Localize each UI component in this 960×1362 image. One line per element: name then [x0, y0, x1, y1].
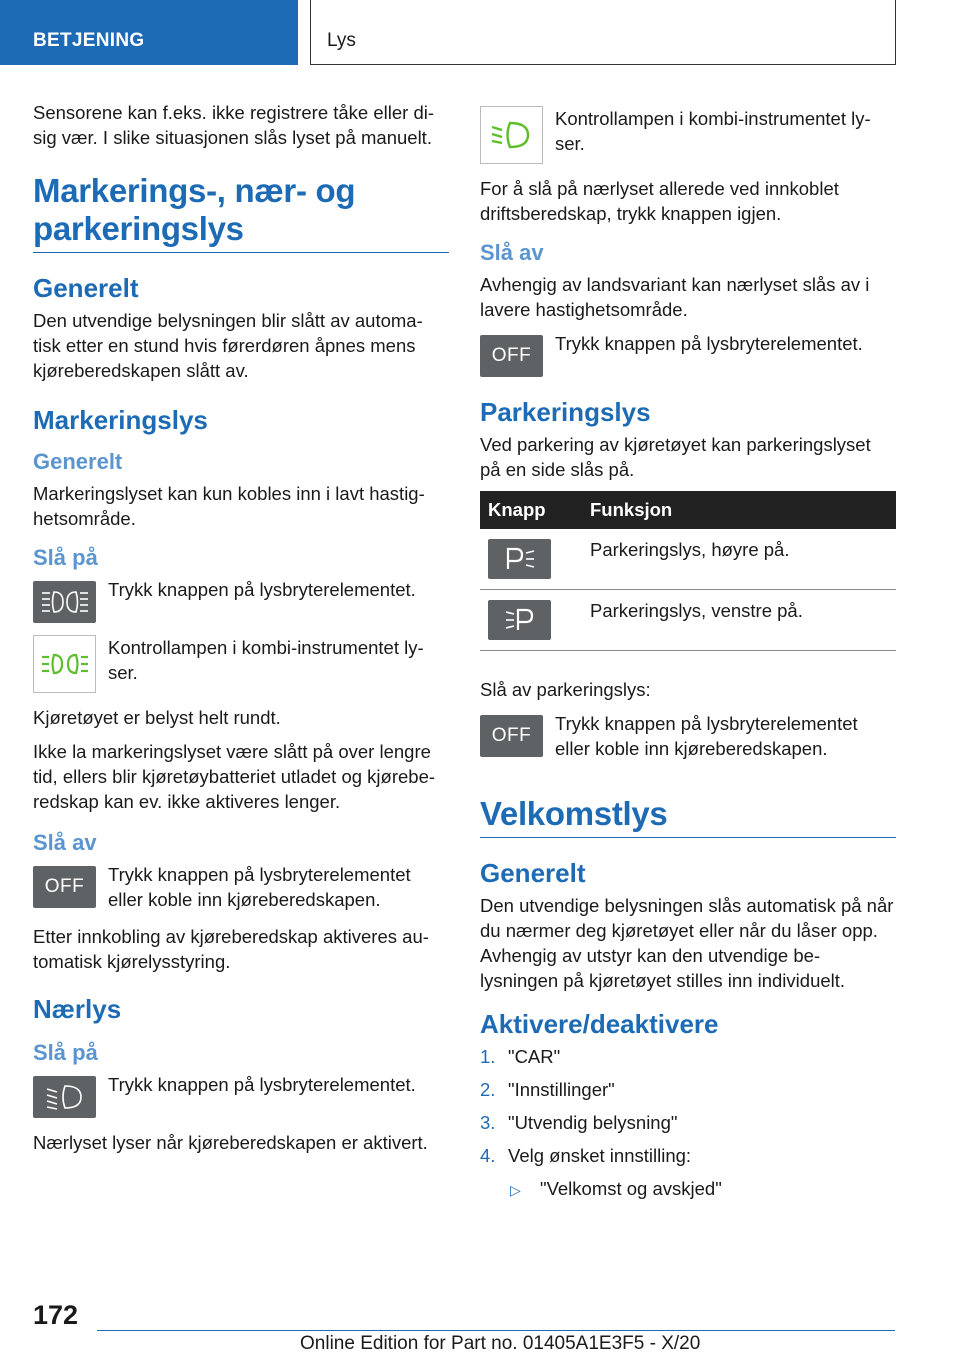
heading-mark-sla-pa: Slå på — [33, 545, 98, 570]
triangle-bullet-icon: ▷ — [510, 1182, 521, 1198]
table-row — [480, 529, 896, 590]
table-row — [480, 590, 896, 651]
footer-divider — [97, 1330, 895, 1331]
heading-velkomstlys: Velkomstlys — [480, 795, 896, 838]
heading-markeringslys: Markeringslys — [33, 405, 208, 435]
heading-naerlys: Nærlys — [33, 994, 122, 1024]
velk-generelt-text: Den utvendige belysningen slås automatisk på når du nærmer deg kjøretøyet eller når du låser opp. Avhengig av utstyr kan den utvendige be-lysningen på kjøretøyet stilles inn individuelt. — [480, 895, 894, 991]
heading-generelt: Generelt — [33, 273, 139, 303]
list-item: 1. "CAR" — [480, 1046, 561, 1067]
list-item: 4. Velg ønsket innstilling: — [480, 1145, 692, 1166]
paragraph-parkering: Ved parkering av kjøretøyet kan parkeringslyset på en side slås på. — [480, 434, 871, 480]
footer-edition: Online Edition for Part no. 01405A1E3F5 - X/20 — [300, 1333, 701, 1354]
table-header-knapp: Knapp — [480, 491, 582, 529]
generelt-text: Den utvendige belysningen blir slått av automa-tisk etter en stund hvis førerdøren åpnes mens kjøreberedskapen slått av. — [33, 310, 423, 381]
left-column — [33, 100, 449, 1164]
position-light-button-icon — [33, 581, 96, 623]
heading-markerings: Markerings-, nær- og parkeringslys — [33, 172, 449, 253]
mark-indicator-text: Kontrollampen i kombi-instrumentet ly-ser. — [108, 637, 424, 683]
mark-generelt-text: Markeringslyset kan kun kobles inn i lavt hastig-hetsområde. — [33, 483, 425, 529]
right-column — [480, 106, 896, 1203]
low-beam-button-icon — [33, 1076, 96, 1118]
table-header-funksjon: Funksjon — [582, 491, 896, 529]
heading-mark-generelt: Generelt — [33, 449, 123, 474]
position-light-indicator-icon — [33, 635, 96, 693]
paragraph-belyst: Kjøretøyet er belyst helt rundt. — [33, 707, 281, 728]
parking-light-table — [480, 491, 896, 651]
heading-naer-sla-av: Slå av — [480, 240, 544, 265]
naer-off-row — [480, 331, 896, 377]
naer-on-text: Trykk knappen på lysbryterelementet. — [108, 1074, 416, 1095]
steps-list — [480, 1044, 896, 1168]
low-beam-indicator-icon — [480, 106, 543, 164]
list-item: 3. "Utvendig belysning" — [480, 1112, 678, 1133]
naer-indicator-row — [480, 106, 896, 164]
naer-off-text: Trykk knappen på lysbryterelementet. — [555, 333, 863, 354]
parking-light-right-icon — [488, 539, 551, 579]
off-button-icon: OFF — [480, 335, 543, 377]
heading-parkeringslys: Parkeringslys — [480, 397, 651, 427]
table-cell-label: Parkeringslys, høyre på. — [582, 529, 896, 590]
list-item: 2. "Innstillinger" — [480, 1079, 615, 1100]
heading-aktivere: Aktivere/deaktivere — [480, 1009, 719, 1039]
heading-naer-sla-pa: Slå på — [33, 1040, 98, 1065]
heading-velk-generelt: Generelt — [480, 858, 586, 888]
paragraph-driftsberedskap: For å slå på nærlyset allerede ved innkoblet driftsberedskap, trykk knappen igjen. — [480, 178, 839, 224]
paragraph-kjorelys: Etter innkobling av kjøreberedskap aktiveres au-tomatisk kjørelysstyring. — [33, 926, 429, 972]
page-number: 172 — [33, 1300, 79, 1330]
naer-indicator-text: Kontrollampen i kombi-instrumentet ly-ser. — [555, 108, 871, 154]
park-off-text: Trykk knappen på lysbryterelementet eller koble inn kjøreberedskapen. — [555, 713, 858, 759]
paragraph-park-off: Slå av parkeringslys: — [480, 679, 651, 700]
intro-text: Sensorene kan f.eks. ikke registrere tåke eller di-sig vær. I slike situasjonen slås lyset på manuelt. — [33, 102, 435, 148]
heading-mark-sla-av: Slå av — [33, 830, 97, 855]
naer-on-row — [33, 1072, 449, 1118]
mark-indicator-row — [33, 635, 449, 693]
table-cell-label: Parkeringslys, venstre på. — [582, 590, 896, 651]
mark-on-text: Trykk knappen på lysbryterelementet. — [108, 579, 416, 600]
mark-on-row — [33, 577, 449, 623]
parking-light-left-icon — [488, 600, 551, 640]
sub-list-item: ▷ "Velkomst og avskjed" — [510, 1176, 896, 1203]
park-off-row — [480, 711, 896, 761]
mark-off-row — [33, 862, 449, 912]
paragraph-naerlys: Nærlyset lyser når kjøreberedskapen er aktivert. — [33, 1132, 428, 1153]
section-tab: BETJENING — [0, 0, 298, 65]
paragraph-batteri: Ikke la markeringslyset være slått på over lengre tid, ellers blir kjøretøybatteriet utladet og kjørebe-redskap kan ev. ikke aktiveres lenger. — [33, 741, 436, 812]
off-button-icon: OFF — [33, 866, 96, 908]
mark-off-text: Trykk knappen på lysbryterelementet eller koble inn kjøreberedskapen. — [108, 864, 411, 910]
chapter-title: Lys — [310, 0, 896, 65]
off-button-icon: OFF — [480, 715, 543, 757]
paragraph-landsvariant: Avhengig av landsvariant kan nærlyset slås av i lavere hastighetsområde. — [480, 274, 870, 320]
